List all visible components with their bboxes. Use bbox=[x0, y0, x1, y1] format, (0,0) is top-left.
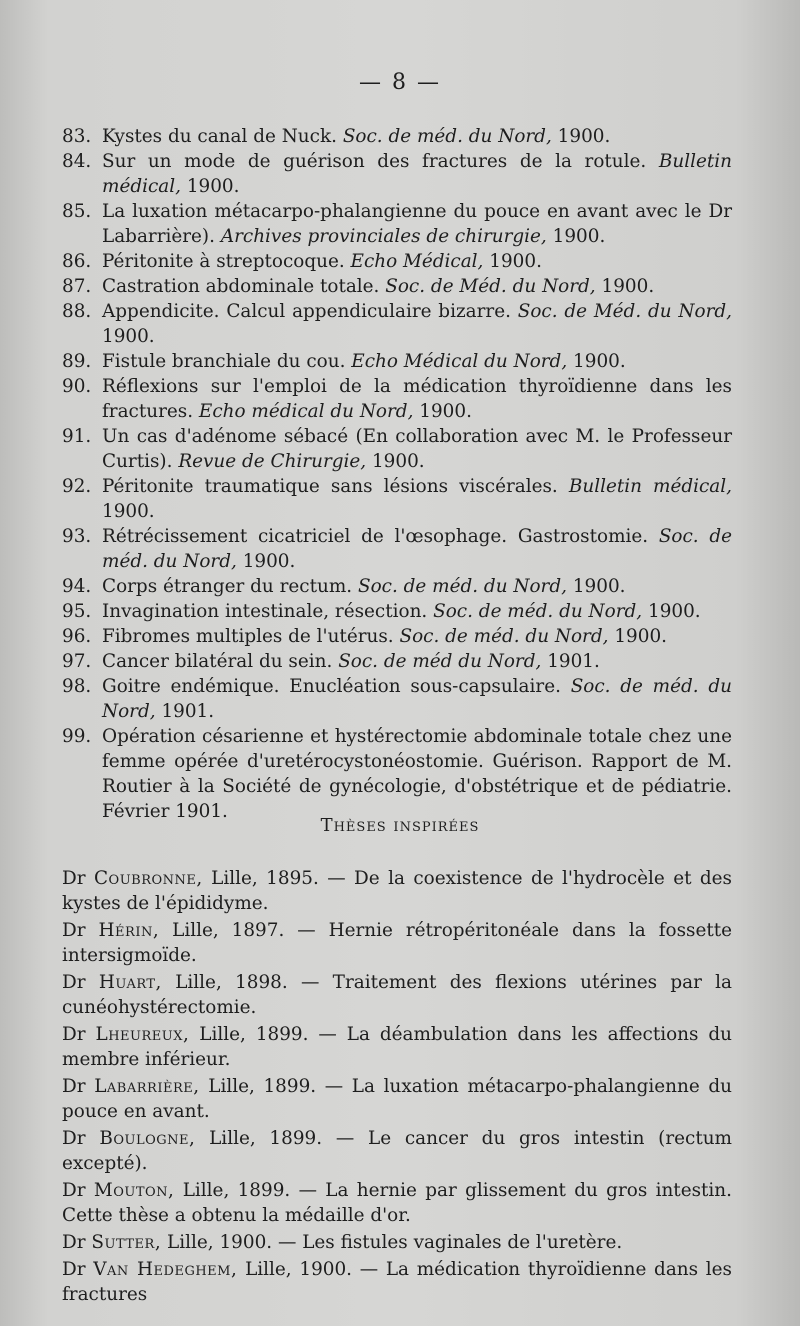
entry-year: 1900. bbox=[371, 451, 425, 472]
thesis-title-prefix: Dr bbox=[62, 1259, 86, 1280]
publication-entry bbox=[62, 524, 732, 574]
entry-text bbox=[102, 351, 626, 372]
entry-year: 1901. bbox=[161, 701, 215, 722]
thesis-author: Boulogne, bbox=[99, 1128, 196, 1149]
entry-journal: Soc. de Méd. du Nord, bbox=[385, 276, 596, 297]
entry-number: 84. bbox=[62, 151, 92, 172]
entry-title: La luxation métacarpo-phalangienne du pouce en avant avec le Dr Labarrière). bbox=[102, 201, 732, 247]
thesis-title-prefix: Dr bbox=[62, 1024, 86, 1045]
entry-number: 90. bbox=[62, 376, 92, 397]
publication-entry bbox=[62, 724, 732, 824]
entry-title: Péritonite à streptocoque. bbox=[102, 251, 345, 272]
thesis-title-prefix: Dr bbox=[62, 972, 86, 993]
thesis-description: Lille, 1897. — Hernie rétropéritonéale dans la fossette intersigmoïde. bbox=[62, 920, 732, 966]
thesis-entry bbox=[62, 1022, 732, 1072]
thesis-title-prefix: Dr bbox=[62, 1180, 86, 1201]
thesis-entry bbox=[62, 1178, 732, 1228]
entry-text bbox=[102, 201, 732, 247]
entry-year: 1900. bbox=[648, 601, 701, 622]
entry-year: 1900. bbox=[242, 551, 296, 572]
entry-journal: Soc. de méd. du Nord, bbox=[342, 126, 552, 147]
publication-entry bbox=[62, 649, 732, 674]
thesis-description: Lille, 1900. — La médication thyroïdienne dans les fractures bbox=[62, 1259, 732, 1305]
entry-title: Cancer bilatéral du sein. bbox=[102, 651, 333, 672]
entry-title: Fibromes multiples de l'utérus. bbox=[102, 626, 394, 647]
thesis-author: Coubronne, bbox=[93, 868, 203, 889]
thesis-entry bbox=[62, 1257, 732, 1307]
thesis-title-prefix: Dr bbox=[62, 1076, 86, 1097]
thesis-entry bbox=[62, 918, 732, 968]
entry-journal: Bulletin médical, bbox=[102, 151, 732, 197]
publication-entry bbox=[62, 199, 732, 249]
thesis-description: Lille, 1900. — Les fistules vaginales de l'uretère. bbox=[167, 1232, 623, 1253]
entry-number: 88. bbox=[62, 301, 92, 322]
entry-year: 1900. bbox=[186, 176, 240, 197]
publication-entry bbox=[62, 299, 732, 349]
publication-entry bbox=[62, 274, 732, 299]
thesis-entry bbox=[62, 866, 732, 916]
section-title-text: Thèses inspirées bbox=[320, 815, 480, 836]
entry-title: Appendicite. Calcul appendiculaire bizarre. bbox=[102, 301, 511, 322]
page-number: — 8 — bbox=[359, 70, 441, 95]
entry-text bbox=[102, 626, 667, 647]
entry-year: 1900. bbox=[489, 251, 542, 272]
entry-journal: Echo Médical, bbox=[350, 251, 484, 272]
publication-entry bbox=[62, 149, 732, 199]
entry-journal: Echo Médical du Nord, bbox=[351, 351, 568, 372]
publication-list bbox=[62, 124, 732, 824]
entry-text bbox=[102, 651, 600, 672]
publication-entry bbox=[62, 474, 732, 524]
thesis-author: Hérin, bbox=[98, 920, 160, 941]
entry-title: Sur un mode de guérison des fractures de la rotule. bbox=[102, 151, 647, 172]
entry-text bbox=[102, 376, 732, 422]
entry-title: Péritonite traumatique sans lésions viscérales. bbox=[102, 476, 558, 497]
entry-year: 1900. bbox=[419, 401, 472, 422]
entry-journal: Soc. de méd. du Nord, bbox=[433, 601, 643, 622]
entry-title: Kystes du canal de Nuck. bbox=[102, 126, 337, 147]
publication-entry bbox=[62, 574, 732, 599]
entry-year: 1900. bbox=[601, 276, 655, 297]
entry-text bbox=[102, 276, 654, 297]
entry-journal: Soc. de méd du Nord, bbox=[338, 651, 542, 672]
entry-text bbox=[102, 126, 610, 147]
entry-number: 89. bbox=[62, 351, 92, 372]
entry-number: 87. bbox=[62, 276, 92, 297]
entry-journal: Echo médical du Nord, bbox=[198, 401, 414, 422]
theses-list bbox=[62, 866, 732, 1309]
entry-number: 95. bbox=[62, 601, 92, 622]
entry-number: 96. bbox=[62, 626, 92, 647]
section-title bbox=[0, 815, 800, 836]
entry-year: 1900. bbox=[552, 226, 606, 247]
entry-text bbox=[102, 301, 732, 347]
entry-number: 86. bbox=[62, 251, 92, 272]
thesis-description: Lille, 1899. — La hernie par glissement du gros intestin. Cette thèse a obtenu la médaille d'or. bbox=[62, 1180, 732, 1226]
entry-journal: Revue de Chirurgie, bbox=[178, 451, 367, 472]
thesis-description: Lille, 1898. — Traitement des flexions utérines par la cunéohystérectomie. bbox=[62, 972, 733, 1018]
entry-title: Fistule branchiale du cou. bbox=[102, 351, 346, 372]
entry-journal: Soc. de méd. du Nord, bbox=[102, 676, 732, 722]
entry-journal: Soc. de méd. du Nord, bbox=[357, 576, 567, 597]
thesis-description: Lille, 1899. — La luxation métacarpo-phalangienne du pouce en avant. bbox=[62, 1076, 732, 1122]
entry-title: Opération césarienne et hystérectomie abdominale totale chez une femme opérée d'uretérocystonéostomie. Guérison. Rapport de M. Routier à la Société de gynécologie, d'obstétrique et de pédiatrie. Février 1901. bbox=[102, 726, 732, 822]
entry-number: 91. bbox=[62, 426, 92, 447]
entry-number: 99. bbox=[62, 726, 92, 747]
entry-year: 1900. bbox=[573, 351, 626, 372]
publication-entry bbox=[62, 674, 732, 724]
thesis-title-prefix: Dr bbox=[62, 1232, 86, 1253]
entry-title: Corps étranger du rectum. bbox=[102, 576, 353, 597]
entry-title: Castration abdominale totale. bbox=[102, 276, 380, 297]
thesis-description: Lille, 1899. — Le cancer du gros intestin (rectum excepté). bbox=[62, 1128, 732, 1174]
entry-number: 85. bbox=[62, 201, 92, 222]
thesis-title-prefix: Dr bbox=[62, 1128, 86, 1149]
entry-title: Goitre endémique. Enucléation sous-capsulaire. bbox=[102, 676, 561, 697]
entry-year: 1900. bbox=[102, 501, 155, 522]
thesis-author: Van Hedeghem, bbox=[93, 1259, 238, 1280]
entry-journal: Soc. de méd. du Nord, bbox=[399, 626, 609, 647]
thesis-author: Labarrière, bbox=[94, 1076, 200, 1097]
thesis-entry bbox=[62, 1126, 732, 1176]
publication-entry bbox=[62, 349, 732, 374]
entry-year: 1900. bbox=[614, 626, 667, 647]
thesis-description: Lille, 1895. — De la coexistence de l'hydrocèle et des kystes de l'épididyme. bbox=[62, 868, 732, 914]
entry-title: Réflexions sur l'emploi de la médication thyroïdienne dans les fractures. bbox=[102, 376, 732, 422]
entry-text bbox=[102, 726, 732, 822]
entry-journal: Soc. de Méd. du Nord, bbox=[517, 301, 732, 322]
entry-text bbox=[102, 476, 732, 522]
publication-entry bbox=[62, 249, 732, 274]
thesis-description: Lille, 1899. — La déambulation dans les affections du membre inférieur. bbox=[62, 1024, 732, 1070]
entry-year: 1900. bbox=[557, 126, 611, 147]
entry-text bbox=[102, 576, 626, 597]
entry-text bbox=[102, 526, 732, 572]
entry-number: 92. bbox=[62, 476, 92, 497]
entry-journal: Soc. de méd. du Nord, bbox=[102, 526, 732, 572]
thesis-author: Mouton, bbox=[93, 1180, 175, 1201]
entry-number: 94. bbox=[62, 576, 92, 597]
publication-entry bbox=[62, 124, 732, 149]
publication-entry bbox=[62, 424, 732, 474]
thesis-author: Sutter, bbox=[91, 1232, 162, 1253]
entry-text bbox=[102, 601, 701, 622]
publication-entry bbox=[62, 624, 732, 649]
thesis-entry bbox=[62, 1230, 732, 1255]
thesis-entry bbox=[62, 1074, 732, 1124]
entry-text bbox=[102, 676, 732, 722]
thesis-author: Huart, bbox=[98, 972, 162, 993]
entry-text bbox=[102, 251, 542, 272]
entry-journal: Archives provinciales de chirurgie, bbox=[220, 226, 547, 247]
entry-year: 1900. bbox=[572, 576, 626, 597]
thesis-title-prefix: Dr bbox=[62, 920, 86, 941]
entry-number: 93. bbox=[62, 526, 92, 547]
entry-number: 97. bbox=[62, 651, 92, 672]
thesis-title-prefix: Dr bbox=[62, 868, 86, 889]
thesis-author: Lheureux, bbox=[95, 1024, 190, 1045]
entry-journal: Bulletin médical, bbox=[568, 476, 732, 497]
entry-title: Un cas d'adénome sébacé (En collaboration avec M. le Professeur Curtis). bbox=[102, 426, 732, 472]
entry-title: Invagination intestinale, résection. bbox=[102, 601, 428, 622]
entry-year: 1901. bbox=[547, 651, 600, 672]
thesis-entry bbox=[62, 970, 732, 1020]
entry-text bbox=[102, 151, 732, 197]
entry-number: 83. bbox=[62, 126, 92, 147]
entry-title: Rétrécissement cicatriciel de l'œsophage. Gastrostomie. bbox=[102, 526, 649, 547]
publication-entry bbox=[62, 599, 732, 624]
entry-year: 1900. bbox=[102, 326, 155, 347]
publication-entry bbox=[62, 374, 732, 424]
entry-number: 98. bbox=[62, 676, 92, 697]
entry-text bbox=[102, 426, 732, 472]
